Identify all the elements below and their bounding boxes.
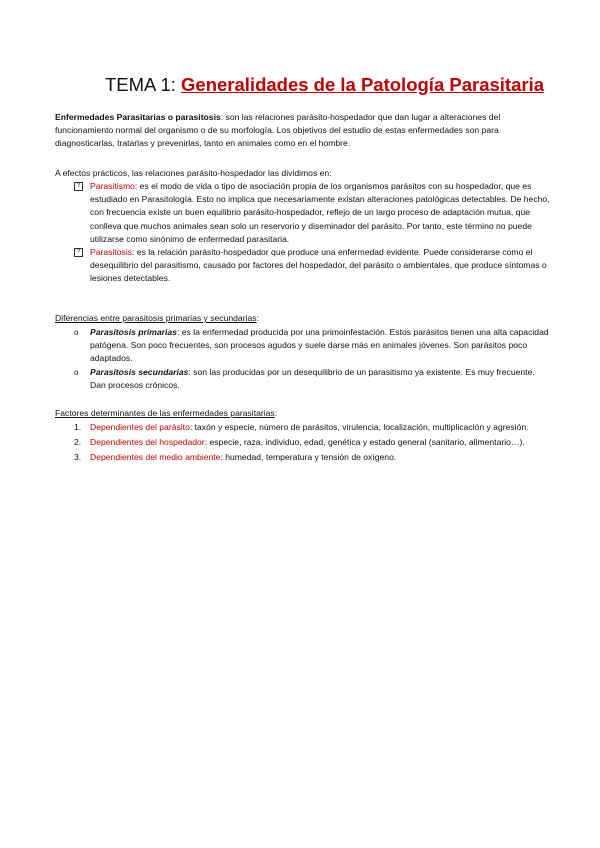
efectos-paragraph: A efectos prácticos, las relaciones parásito-hospedador las dividimos en: — [55, 168, 332, 178]
diferencia-text: : es la enfermedad producida por una primoinfestación. Estos parásitos tienen una alta capacidad patógena. Son poco frecuentes, son procesos agudos y suele darse más en animales jóvenes. Son parásitos poco adaptados. — [90, 327, 549, 364]
intro-text: : son las relaciones parásito-hospedador que dan lugar a alteraciones del funcionamiento normal del organismo o de su morfología. Los objetivos del estudio de estas enfermedades son para diagnosticarlas, tratarlas y prevenirlas, tanto en animales como en el hombre. — [55, 112, 501, 149]
bullet-o-icon: o — [74, 328, 79, 337]
relaciones-list — [74, 180, 552, 286]
title-prefix: TEMA 1: — [104, 74, 182, 95]
factores-heading-suffix: : — [274, 408, 278, 418]
factores-heading — [55, 407, 277, 420]
relacion-term: Parasitismo — [90, 181, 135, 191]
factores-heading-text: Factores determinantes de las enfermedades parasitarias — [55, 408, 275, 418]
diferencias-list — [74, 326, 552, 392]
title-highlight: Generalidades de la Patología Parasitaria — [181, 74, 544, 95]
diferencias-heading-suffix: : — [256, 313, 259, 323]
diferencia-term: Parasitosis primarias — [90, 327, 177, 337]
factores-list — [74, 421, 552, 467]
checkbox-square-icon: ? — [74, 182, 83, 191]
factor-term: Dependientes del medio ambiente — [90, 452, 221, 463]
factor-term: Dependientes del parásito — [90, 422, 190, 432]
item-number: 3. — [74, 452, 82, 463]
relacion-text: : es el modo de vida o tipo de asociación propia de los organismos parásitos con su hospedador, que es estudiado en Parasitología. Esto no implica que necesariamente existan alteraciones patológicas detectables. De hecho, con frecuencia existe un buen equilibrio parásito-hospedador, reflejo de un largo proceso de adaptación mutua, que conlleva que muchos animales sean solo un reservorio y diseminador del parásito. Por tanto, este término no puede utilizarse como sinónimo de enfermedad parasitaria. — [90, 181, 550, 244]
diferencia-term: Parasitosis secundarias — [90, 366, 189, 377]
intro-term: Enfermedades Parasitarias o parasitosis — [55, 112, 221, 122]
list-item — [74, 366, 552, 392]
page-title — [105, 74, 544, 96]
list-item — [74, 436, 552, 449]
checkbox-square-icon: ? — [74, 248, 83, 257]
item-number: 2. — [74, 437, 82, 448]
list-item — [74, 451, 552, 464]
list-item — [74, 246, 552, 286]
diferencias-heading — [55, 312, 259, 325]
factor-text: : especie, raza, individuo, edad, genética y estado general (sanitario, alimentario…). — [204, 437, 525, 448]
relacion-text: : es la relación parásito-hospedador que produce una enfermedad evidente. Puede considerarse como el desequilibrio del parasitismo, causado por factores del hospedador, del parásito o ambientales, que produce síntomas o lesiones detectables. — [90, 247, 547, 284]
bullet-o-icon: o — [74, 367, 79, 377]
relacion-term: Parasitosis — [90, 247, 133, 258]
list-item — [74, 421, 552, 434]
factor-text: : humedad, temperatura y tensión de oxígeno. — [220, 452, 397, 463]
factor-term: Dependientes del hospedador — [90, 437, 205, 448]
intro-paragraph — [55, 111, 555, 151]
list-item — [74, 180, 552, 246]
item-number: 1. — [74, 422, 82, 432]
diferencias-heading-text: Diferencias entre parasitosis primarias y secundarias — [55, 313, 257, 323]
factor-text: : taxón y especie, número de parásitos, virulencia, localización, multiplicación y agresión. — [189, 422, 529, 432]
list-item — [74, 326, 552, 366]
diferencia-text: : son las producidas por un desequilibrio de un parasitismo ya existente. Es muy frecuente. Dan procesos crónicos. — [90, 366, 535, 390]
